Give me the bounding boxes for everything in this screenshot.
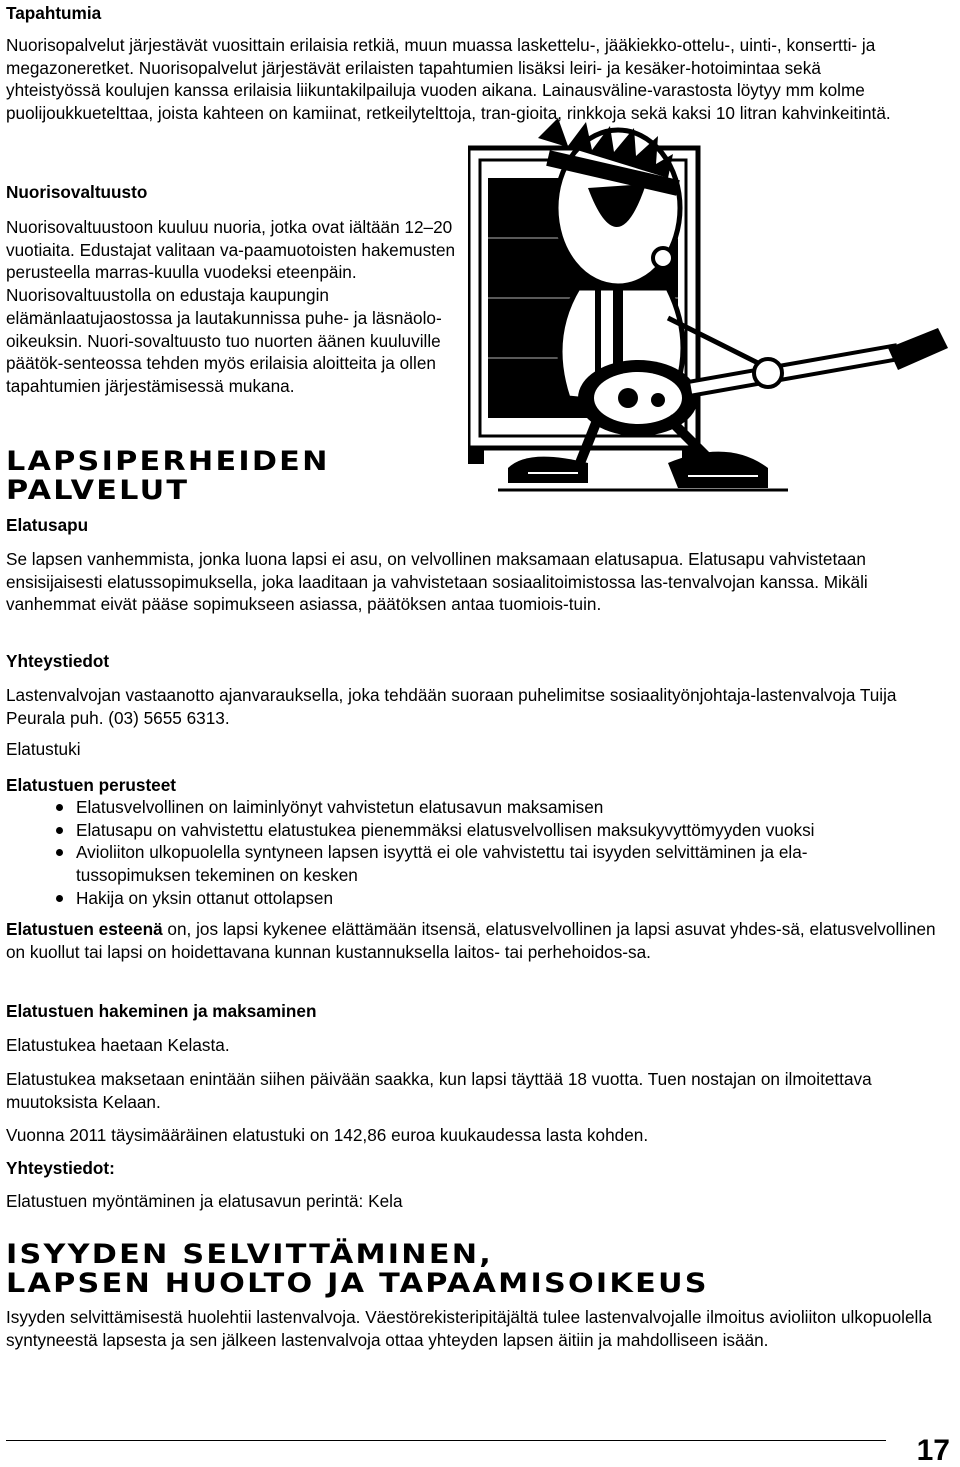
page-number: 17 [916, 1434, 950, 1467]
bullet-icon [56, 849, 63, 856]
list-item [52, 887, 952, 910]
heading-yhteystiedot-2: Yhteystiedot: [6, 1158, 115, 1178]
bullet-icon [56, 804, 63, 811]
rock-guitarist-cartoon-icon [468, 118, 958, 498]
heading-tapahtumia: Tapahtumia [6, 3, 102, 23]
heading-hakeminen: Elatustuen hakeminen ja maksaminen [6, 1001, 317, 1021]
paragraph-isyyden: Isyyden selvittämisestä huolehtii lastenvalvoja. Väestörekisteripitäjältä tulee lastenvalvojalle ilmoitus avioliiton ulkopuolella syntyneestä lapsesta ja sen jälkeen lastenvalvoja ottaa yhteyden lapsen äitiin ja mahdolliseen isään. [6, 1307, 932, 1350]
list-item-text: Elatusapu on vahvistettu elatustukea pienemmäksi elatusvelvollisen maksukyvyttömyyden vuoksi [76, 819, 815, 840]
bullet-icon [56, 827, 63, 834]
paragraph-tapahtumia [6, 34, 906, 125]
list-item [52, 841, 916, 886]
section-title-isyyden-line1: ISYYDEN SELVITTÄMINEN, [6, 1239, 494, 1270]
heading-nuorisovaltuusto: Nuorisovaltuusto [6, 182, 148, 202]
esteena-bold-label: Elatustuen esteenä [6, 919, 163, 939]
paragraph-yhteystiedot-2: Elatustuen myöntäminen ja elatusavun perintä: Kela [6, 1191, 403, 1211]
paragraph-elatusapu: Se lapsen vanhemmista, jonka luona lapsi ei asu, on velvollinen maksamaan elatusapua. Elatusapu vahvistetaan ensisijaisesti elatussopimuksella, joka laaditaan ja vahvistetaan sosiaalitoimistossa las-tenvalvojan kanssa. Mikäli vanhemmat eivät pääse sopimukseen asiassa, päätöksen antaa tuomiois-tuin. [6, 549, 868, 615]
paragraph-nuorisovaltuusto: Nuorisovaltuustoon kuuluu nuoria, jotka ovat iältään 12–20 vuotiaita. Edustajat valitaan va-paamuotoisten hakemusten perusteella marras-kuulla vuodeksi eteenpäin. Nuorisovaltuustolla on edustaja kaupungin elämänlaatujaostossa ja lautakunnissa puhe- ja läsnäolo-oikeuksin. Nuori-sovaltuusto tuo nuorten äänen kuuluville päätök-senteossa tehden myös erilaisia aloitteita ja ollen tapahtumien järjestämisessä mukana. [6, 217, 456, 396]
heading-elatustuen-perusteet: Elatustuen perusteet [6, 775, 177, 795]
paragraph-elatustuen-esteena [6, 918, 936, 963]
list-item [52, 796, 952, 819]
section-title-isyyden-line2: LAPSEN HUOLTO JA TAPAAMISOIKEUS [6, 1268, 709, 1299]
list-item-text: Hakija on yksin ottanut ottolapsen [76, 887, 334, 908]
section-title-lapsiperheiden-line1: LAPSIPERHEIDEN [6, 446, 330, 477]
heading-elatusapu: Elatusapu [6, 515, 89, 535]
list-item-text: Elatusvelvollinen on laiminlyönyt vahvistetun elatusavun maksamisen [76, 797, 604, 817]
heading-yhteystiedot: Yhteystiedot [6, 651, 110, 671]
list-item-text: Avioliiton ulkopuolella syntyneen lapsen isyyttä ei ole vahvistettu tai isyyden selvittäminen ja ela-tussopimuksen tekeminen on kesken [76, 842, 808, 886]
heading-elatustuki: Elatustuki [6, 739, 81, 759]
bullet-icon [56, 895, 63, 902]
paragraph-tapahtumia-text: Nuorisopalvelut järjestävät vuosittain erilaisia retkiä, muun muassa laskettelu-, jääkiekko-ottelu-, uinti-, konsertti- ja megazoneretket. Nuorisopalvelut järjestävät erilaisten tapahtumien lisäksi leiri- ja kesäker-hotoimintaa sekä yhteistyössä koulujen kanssa erilaisia liikuntakilpailuja vuoden aikana. Lainausväline-varastosta löytyy mm kolme puolijoukkuetelttaa, joista kahteen on kamiinat, retkeilytelttoja, tran-gioita, rinkkoja sekä kaksi 10 litran kahvinkeitintä. [6, 35, 891, 124]
perusteet-list [52, 796, 952, 910]
paragraph-hakeminen-2: Elatustukea maksetaan enintään siihen päivään saakka, kun lapsi täyttää 18 vuotta. Tuen nostajan on ilmoitettava muutoksista Kelaan. [6, 1069, 872, 1112]
paragraph-hakeminen-1: Elatustukea haetaan Kelasta. [6, 1035, 230, 1055]
section-title-lapsiperheiden [6, 447, 330, 505]
paragraph-yhteystiedot: Lastenvalvojan vastaanotto ajanvarauksella, joka tehdään suoraan puhelimitse sosiaalityönjohtaja-lastenvalvoja Tuija Peurala puh. (03) 5655 6313. [6, 685, 897, 728]
paragraph-hakeminen-3: Vuonna 2011 täysimääräinen elatustuki on 142,86 euroa kuukaudessa lasta kohden. [6, 1125, 649, 1145]
esteena-text: on, jos lapsi kykenee elättämään itsensä, elatusvelvollinen ja lapsi asuvat yhdes-sä, elatusvelvollinen on kuollut tai lapsi on hoidettavana kunnan kustannuksella laitos- tai perhehoidos-sa. [6, 919, 936, 962]
footer-divider [6, 1440, 886, 1441]
section-title-isyyden [6, 1240, 709, 1298]
list-item [52, 819, 952, 842]
section-title-lapsiperheiden-line2: PALVELUT [6, 475, 190, 506]
